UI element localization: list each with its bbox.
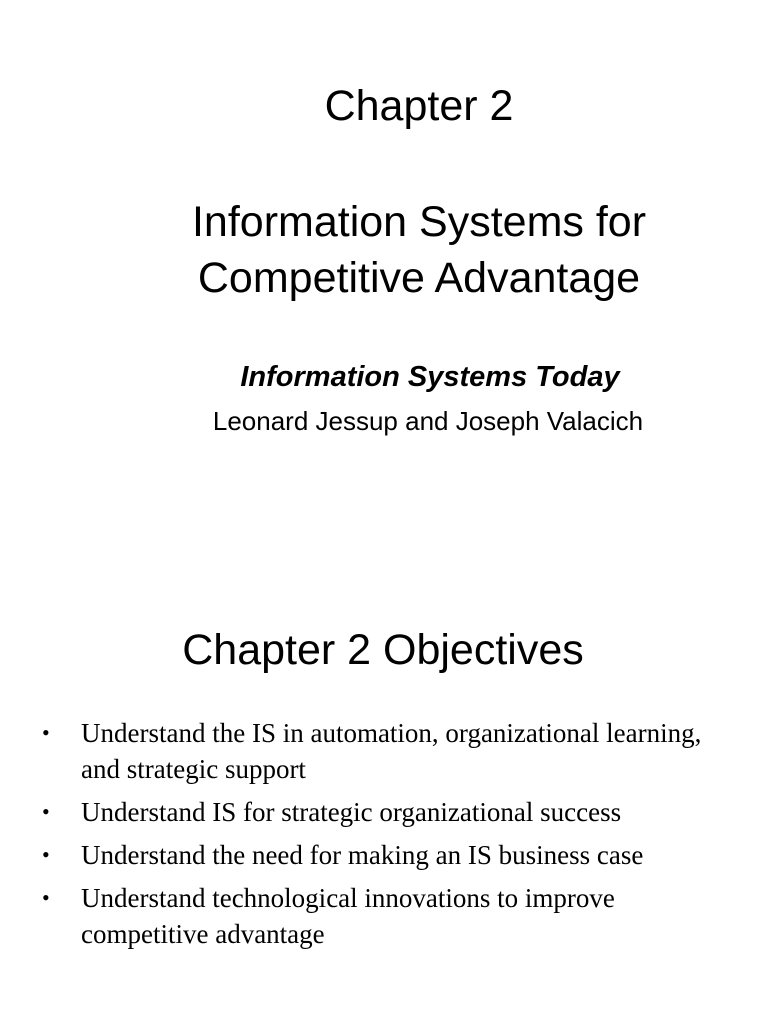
objective-text: Understand the need for making an IS business case (81, 840, 644, 870)
bullet-icon: • (42, 842, 50, 867)
bullet-icon: • (42, 885, 50, 910)
authors: Leonard Jessup and Joseph Valacich (212, 406, 644, 436)
objective-text: Understand IS for strategic organizational success (81, 797, 622, 827)
slide-title-line: Information Systems for (191, 198, 647, 246)
list-item (40, 880, 740, 952)
slide-title (0, 194, 768, 306)
book-title: Information Systems Today (240, 361, 620, 393)
objective-text: Understand technological innovations to improve competitive advantage (81, 883, 615, 949)
chapter-label: Chapter 2 (324, 82, 514, 130)
list-item (40, 837, 740, 873)
list-item (40, 794, 740, 830)
bullet-icon: • (42, 799, 50, 824)
objectives-heading: Chapter 2 Objectives (182, 626, 584, 674)
objective-text: Understand the IS in automation, organizational learning, and strategic support (81, 718, 702, 784)
list-item (40, 715, 740, 787)
objectives-list (40, 715, 740, 959)
objectives-slide (0, 560, 768, 1024)
slide-title-line: Competitive Advantage (197, 254, 641, 302)
bullet-icon: • (42, 720, 50, 745)
